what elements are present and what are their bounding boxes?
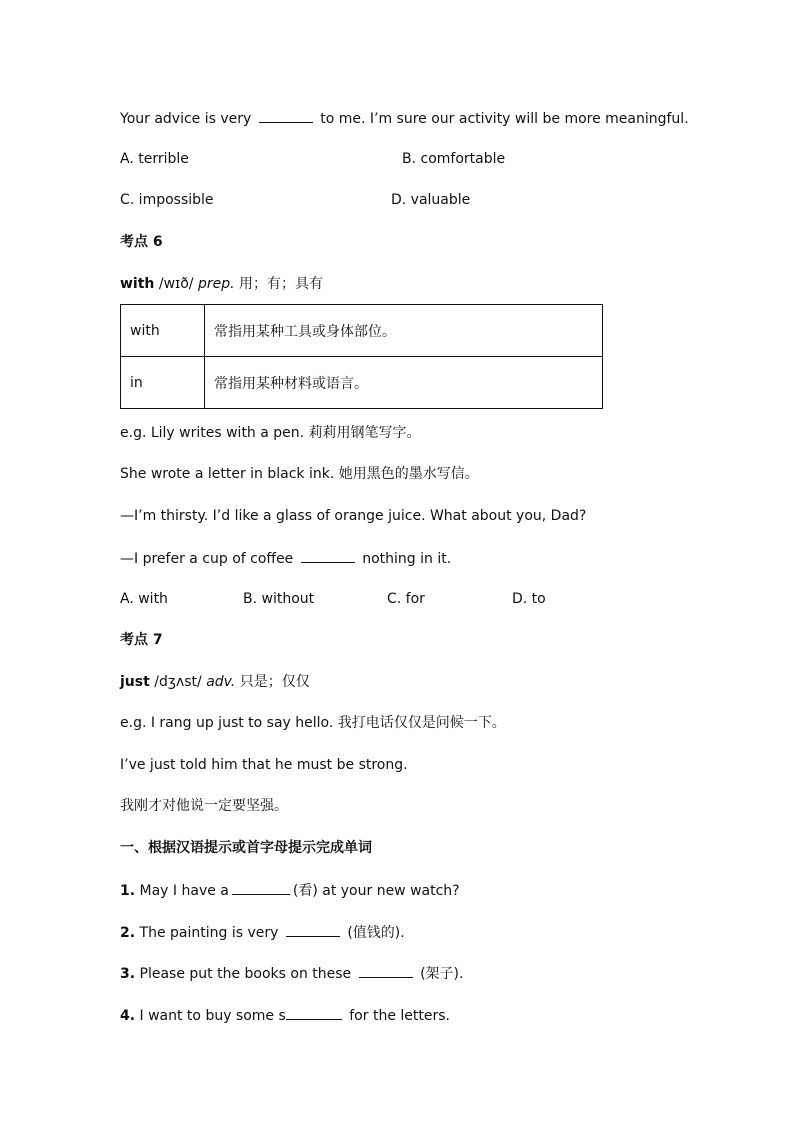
vocab-meaning: 只是；仅仅 — [239, 674, 310, 690]
option-d: D. valuable — [391, 192, 471, 208]
section-heading-kd6: 考点 6 — [120, 234, 163, 250]
example-sentence: I’ve just told him that he must be strong. — [120, 757, 408, 773]
vocab-pos: prep. — [197, 276, 235, 292]
question-text: Your advice is very — [120, 111, 252, 127]
option-c: C. impossible — [120, 192, 214, 208]
exercise-item — [120, 1005, 450, 1025]
exercise-item — [120, 880, 460, 900]
table-row — [121, 305, 603, 357]
vocab-phonetic: /wɪð/ — [158, 276, 194, 292]
option-b: B. comfortable — [402, 151, 506, 167]
vocab-entry-with — [120, 275, 323, 293]
vocab-entry-just — [120, 673, 310, 691]
option-a: A. with — [120, 591, 168, 607]
option-a: A. terrible — [120, 151, 189, 167]
section-heading-kd7: 考点 7 — [120, 632, 163, 648]
item-number: 1. — [120, 883, 136, 899]
example-translation: 我刚才对他说一定要坚强。 — [120, 798, 288, 814]
dialog-text: —I prefer a cup of coffee — [120, 551, 294, 567]
item-number: 3. — [120, 966, 136, 982]
item-text: for the letters. — [349, 1008, 450, 1024]
item-text: Please put the books on these — [139, 966, 352, 982]
vocab-meaning: 用；有；具有 — [239, 276, 324, 292]
option-c: C. for — [387, 591, 425, 607]
item-text: (看) at your new watch? — [292, 883, 460, 899]
usage-table — [120, 304, 603, 409]
table-cell-desc: 常指用某种工具或身体部位。 — [205, 305, 603, 357]
answer-blank — [301, 548, 355, 563]
answer-blank — [259, 108, 313, 123]
example-sentence: e.g. I rang up just to say hello. 我打电话仅仅是问候一下。 — [120, 715, 506, 731]
vocab-phonetic: /dʒʌst/ — [154, 674, 202, 690]
item-text: The painting is very — [139, 925, 279, 941]
table-cell-term: with — [121, 305, 205, 357]
item-number: 4. — [120, 1008, 136, 1024]
answer-blank[interactable] — [286, 1005, 342, 1020]
answer-blank[interactable] — [286, 922, 340, 937]
item-text: I want to buy some s — [139, 1008, 286, 1024]
exercise-heading: 一、根据汉语提示或首字母提示完成单词 — [120, 840, 372, 856]
dialog-line: —I’m thirsty. I’d like a glass of orange juice. What about you, Dad? — [120, 508, 587, 524]
option-d: D. to — [512, 591, 546, 607]
item-text: May I have a — [139, 883, 229, 899]
vocab-word: just — [120, 674, 150, 690]
example-sentence: She wrote a letter in black ink. 她用黑色的墨水写信。 — [120, 466, 479, 482]
question-text: to me. I’m sure our activity will be more meaningful. — [320, 111, 689, 127]
answer-blank[interactable] — [359, 963, 413, 978]
dialog-text: nothing in it. — [362, 551, 452, 567]
table-row — [121, 357, 603, 409]
item-number: 2. — [120, 925, 136, 941]
exercise-item — [120, 963, 463, 983]
vocab-word: with — [120, 276, 155, 292]
table-cell-desc: 常指用某种材料或语言。 — [205, 357, 603, 409]
option-b: B. without — [243, 591, 315, 607]
item-text: (值钱的). — [347, 925, 405, 941]
item-text: (架子). — [420, 966, 464, 982]
answer-blank[interactable] — [232, 880, 290, 895]
vocab-pos: adv. — [206, 674, 236, 690]
table-cell-term: in — [121, 357, 205, 409]
dialog-line — [120, 548, 451, 568]
question-advice — [120, 108, 689, 128]
example-sentence: e.g. Lily writes with a pen. 莉莉用钢笔写字。 — [120, 425, 421, 441]
exercise-item — [120, 922, 405, 942]
